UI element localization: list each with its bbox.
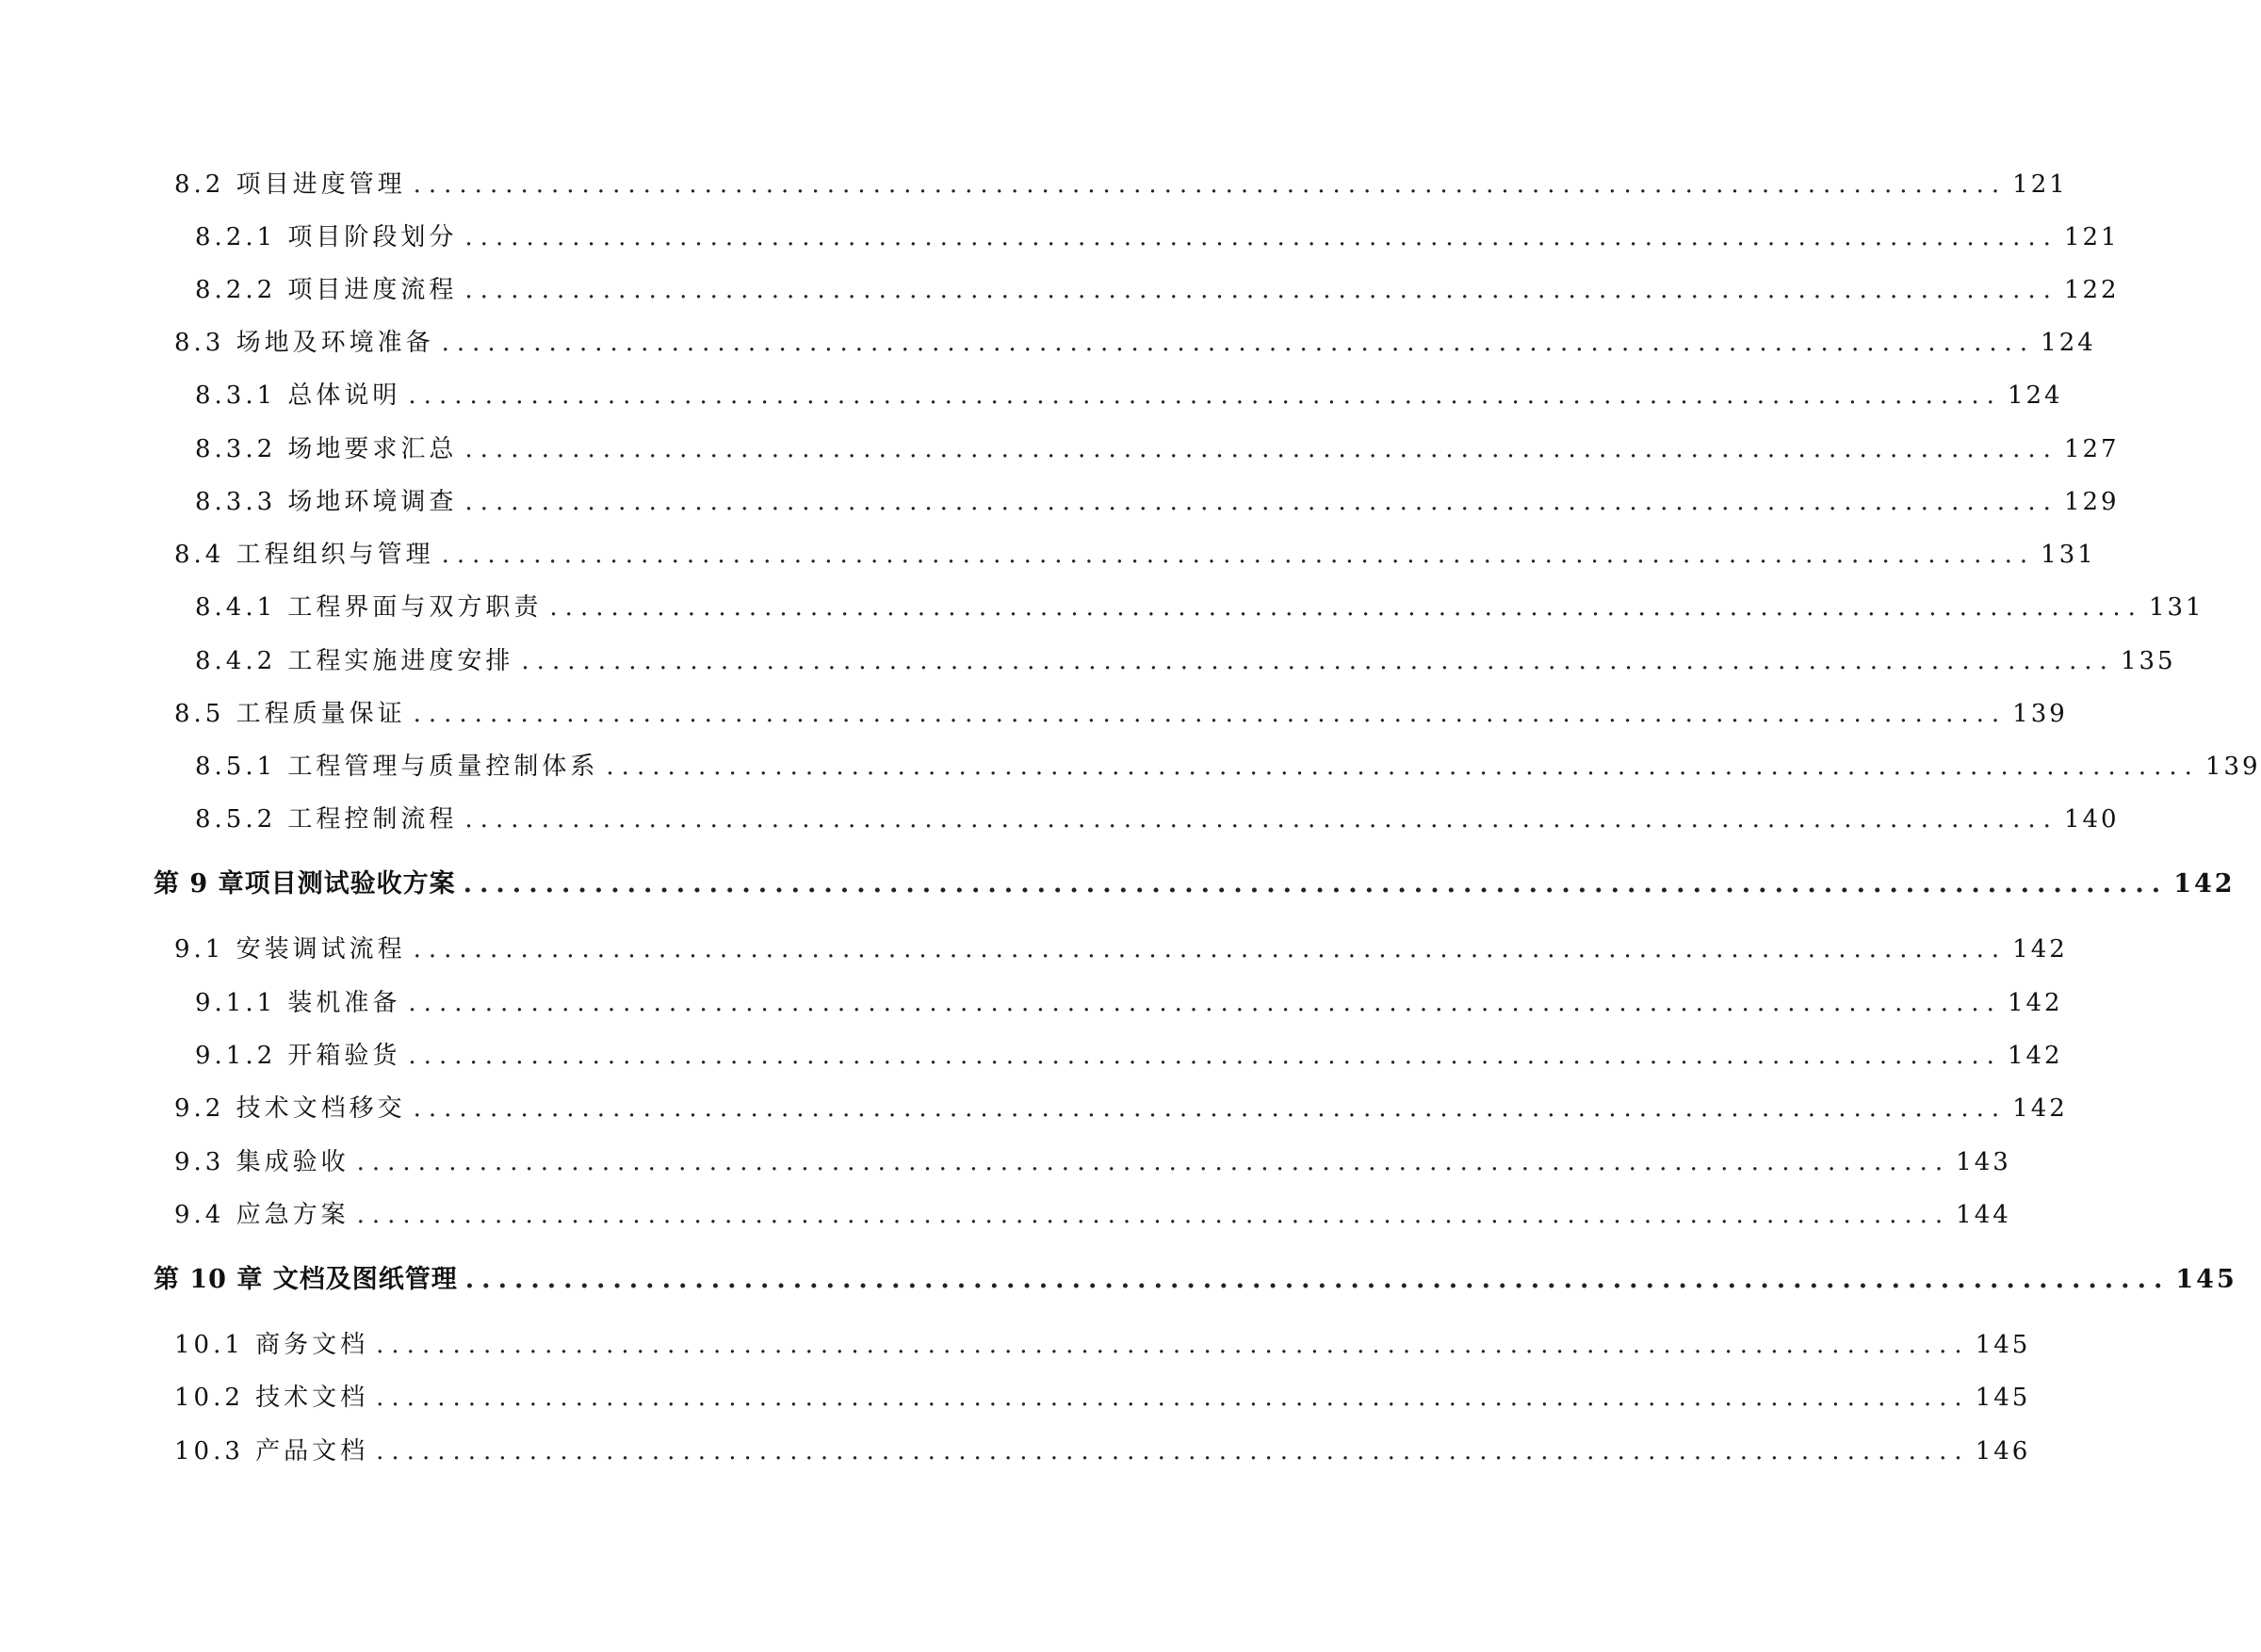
toc-entry-label: 9.4 应急方案	[174, 1201, 350, 1229]
dot-leader: ........................................................................................................	[441, 329, 2036, 357]
toc-entry-label: 8.2.2 项目进度流程	[195, 276, 458, 304]
toc-entry-label: 8.5 工程质量保证	[174, 700, 406, 728]
toc-page-number: 143	[1956, 1148, 2011, 1176]
toc-page-number: 127	[2063, 435, 2120, 463]
toc-entry-label: 8.5.1 工程管理与质量控制体系	[195, 753, 599, 781]
toc-entry[interactable]	[195, 1037, 2063, 1075]
toc-entry[interactable]	[174, 324, 2096, 362]
toc-page-number: 124	[2041, 329, 2096, 357]
dot-leader: ........................................................................................................	[464, 805, 2058, 834]
toc-entry[interactable]	[195, 748, 2261, 786]
dot-leader: ........................................................................................................	[464, 435, 2058, 463]
toc-entry-label: 8.3.2 场地要求汇总	[195, 435, 458, 463]
toc-entry-label: 9.3 集成验收	[174, 1148, 350, 1176]
toc-page-number: 145	[2175, 1265, 2237, 1294]
toc-page-number: 144	[1956, 1201, 2011, 1229]
dot-leader: ........................................................................................................	[464, 276, 2058, 304]
toc-entry-label: 8.3.1 总体说明	[195, 381, 401, 410]
toc-entry[interactable]	[174, 1379, 2031, 1417]
toc-page-number: 131	[2041, 541, 2096, 569]
toc-page-number: 139	[2012, 700, 2068, 728]
toc-entry-label: 9.1.2 开箱验货	[195, 1042, 401, 1070]
dot-leader: ........................................................................................................	[413, 170, 2008, 199]
dot-leader: ........................................................................................................	[413, 1094, 2008, 1123]
dot-leader: ........................................................................................................	[376, 1331, 1970, 1359]
toc-entry[interactable]	[195, 219, 2120, 256]
toc-entry-label: 9.1 安装调试流程	[174, 935, 406, 964]
toc-entry[interactable]	[174, 1196, 2011, 1234]
toc-entry-label: 第 9 章项目测试验收方案	[154, 869, 456, 899]
toc-entry[interactable]	[195, 801, 2120, 838]
toc-page-number: 142	[2007, 1042, 2063, 1070]
toc-entry-label: 9.2 技术文档移交	[174, 1094, 406, 1123]
dot-leader: ........................................................................................................	[408, 381, 2002, 410]
dot-leader: ........................................................................................................	[376, 1437, 1970, 1466]
toc-entry-label: 10.1 商务文档	[174, 1331, 369, 1359]
dot-leader: ........................................................................................................	[356, 1201, 1951, 1229]
toc-page-number: 145	[1975, 1331, 2031, 1359]
dot-leader: ........................................................................................................	[408, 989, 2002, 1017]
toc-page-number: 131	[2148, 593, 2204, 622]
toc-entry[interactable]	[195, 984, 2063, 1022]
toc-page-number: 142	[2173, 869, 2236, 899]
toc-chapter-entry[interactable]	[154, 1261, 2237, 1299]
toc-entry-label: 9.1.1 装机准备	[195, 989, 401, 1017]
toc-page-number: 121	[2063, 223, 2120, 251]
dot-leader: ........................................................................................................	[549, 593, 2143, 622]
toc-page-number: 140	[2063, 805, 2120, 834]
toc-page-number: 124	[2007, 381, 2063, 410]
toc-entry-label: 8.2 项目进度管理	[174, 170, 406, 199]
toc-entry-label: 10.3 产品文档	[174, 1437, 369, 1466]
toc-entry-label: 第 10 章 文档及图纸管理	[154, 1265, 458, 1294]
toc-entry[interactable]	[174, 695, 2068, 733]
dot-leader: ........................................................................................................	[376, 1384, 1970, 1412]
toc-page-number: 142	[2007, 989, 2063, 1017]
toc-chapter-entry[interactable]	[154, 866, 2236, 903]
toc-entry-label: 8.3 场地及环境准备	[174, 329, 434, 357]
toc-page-number: 135	[2120, 647, 2176, 675]
toc-entry-label: 8.4.2 工程实施进度安排	[195, 647, 514, 675]
toc-entry[interactable]	[174, 1143, 2011, 1181]
toc-entry-label: 8.5.2 工程控制流程	[195, 805, 458, 834]
toc-entry[interactable]	[195, 642, 2176, 680]
dot-leader: ........................................................................................................	[464, 1265, 2171, 1294]
toc-entry-label: 8.4 工程组织与管理	[174, 541, 434, 569]
toc-entry[interactable]	[195, 589, 2204, 626]
toc-page-number: 142	[2012, 1094, 2068, 1123]
toc-entry[interactable]	[174, 931, 2068, 968]
toc-page-number: 129	[2063, 488, 2120, 516]
toc-page-number: 122	[2063, 276, 2120, 304]
toc-entry[interactable]	[174, 166, 2068, 203]
toc-entry-label: 8.3.3 场地环境调查	[195, 488, 458, 516]
toc-entry[interactable]	[174, 1326, 2031, 1364]
dot-leader: ........................................................................................................	[413, 935, 2008, 964]
toc-page-number: 145	[1975, 1384, 2031, 1412]
dot-leader: ........................................................................................................	[464, 223, 2058, 251]
toc-entry[interactable]	[195, 377, 2063, 414]
toc-page-number: 142	[2012, 935, 2068, 964]
toc-entry[interactable]	[174, 536, 2096, 574]
toc-page-number: 139	[2204, 753, 2261, 781]
dot-leader: ........................................................................................................	[606, 753, 2200, 781]
toc-entry-label: 8.4.1 工程界面与双方职责	[195, 593, 543, 622]
toc-entry[interactable]	[174, 1433, 2031, 1470]
toc-entry[interactable]	[195, 483, 2120, 521]
toc-entry[interactable]	[195, 271, 2120, 309]
dot-leader: ........................................................................................................	[521, 647, 2115, 675]
toc-page-number: 121	[2012, 170, 2068, 199]
toc-entry-label: 10.2 技术文档	[174, 1384, 369, 1412]
dot-leader: ........................................................................................................	[464, 488, 2058, 516]
dot-leader: ........................................................................................................	[356, 1148, 1951, 1176]
dot-leader: ........................................................................................................	[441, 541, 2036, 569]
toc-entry[interactable]	[195, 430, 2120, 468]
dot-leader: ........................................................................................................	[413, 700, 2008, 728]
dot-leader: ........................................................................................................	[463, 869, 2169, 899]
dot-leader: ........................................................................................................	[408, 1042, 2002, 1070]
toc-entry-label: 8.2.1 项目阶段划分	[195, 223, 458, 251]
toc-page-number: 146	[1975, 1437, 2031, 1466]
toc-entry[interactable]	[174, 1090, 2068, 1127]
